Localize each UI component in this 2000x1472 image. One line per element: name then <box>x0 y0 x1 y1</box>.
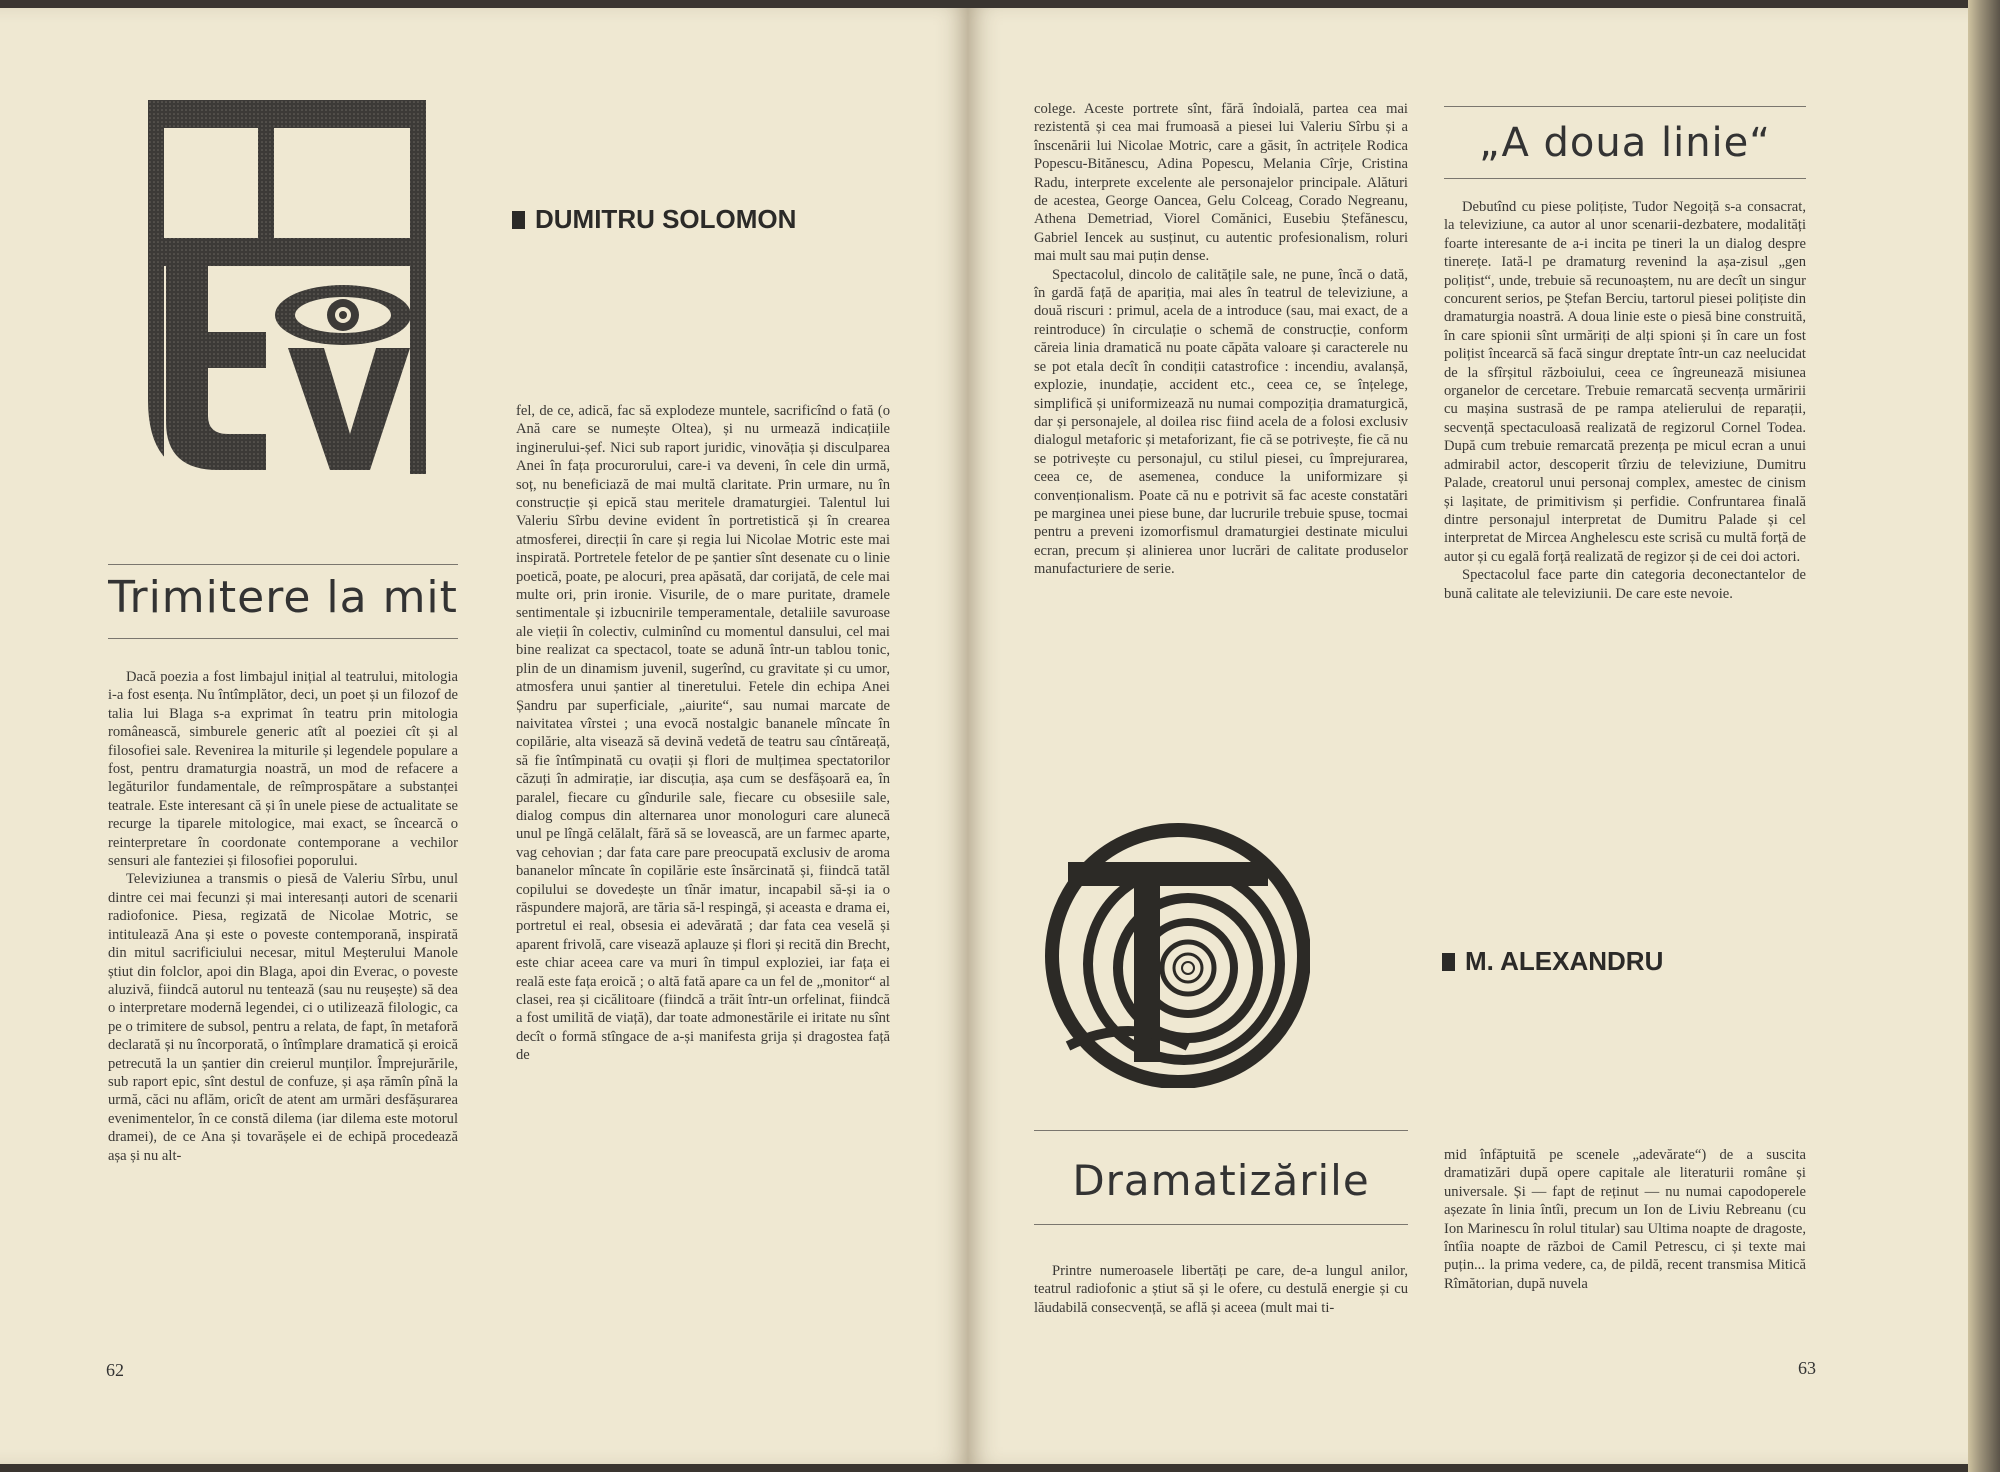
title-rule-top <box>1444 106 1806 107</box>
left-page <box>0 8 968 1464</box>
author-name: M. ALEXANDRU <box>1465 946 1664 976</box>
article-title: Trimitere la mit <box>108 572 458 623</box>
tv-logo-icon <box>148 100 426 474</box>
article-title-2: „A doua linie“ <box>1478 120 1771 166</box>
right-page <box>968 8 1968 1464</box>
title-rule-top <box>108 564 458 565</box>
title-rule-bottom <box>108 638 458 639</box>
paragraph: Televiziunea a transmis o piesă de Valeriu Sîrbu, unul dintre cei mai fecunzi și mai interesanți autori de scenarii radiofonice. Piesa, regizată de Nicolae Motric, se intitulează Ana și este o poveste contemporană, inspirată din mitul sacrificiului necesar, mitul Meșterului Manole știut din folclor, apoi din Blaga, apoi din Everac, o poveste aluzivă, fiindcă autorul nu tentează (sau nu reușește) să dea o interpretare modernă legendei, ci o utilizează filologic, ca pe o trimitere de subsol, pentru a relata, de fapt, în metaforă declarată și nu încorporată, o întîmplare dramatică și eroică petrecută la un șantier din creierul munților. Împrejurările, sub raport epic, sînt destul de confuze, și așa rămîn pînă la urmă, căci nu aflăm, oricît de atent am urmări desfășurarea evenimentelor, în ce constă dilema (iar dilema este motorul dramei), de ce Ana și tovarășele ei de echipă procedează așa și nu alt- <box>108 871 458 1164</box>
author-byline <box>512 204 796 235</box>
left-column-1 <box>108 668 458 1350</box>
paragraph: Debutînd cu piese polițiste, Tudor Negoiță s-a consacrat, la televiziune, ca autor al unor scenarii-dezbatere, modalități foarte interesante de a-i incita pe tineri la un dialog despre tinerețe. Iată-l pe dramaturg revenind la așa-zisul „gen polițist“, unde, trebuie să recunoaștem, nu are decît un singur concurent serios, pe Ștefan Berciu, tartorul piesei polițiste din dramaturgia noastră. A doua linie este o piesă bine construită, în care spionii sînt urmăriți de alți spioni și în care un fost polițist încearcă să facă singur dreptate într-un caz neelucidat de la sfîrșitul războiului, ceea ce îngreunează misiunea organelor de cercetare. Trebuie remarcată secvența urmăririi cu mașina sustrasă de pe rampa atelierului de reparații, secvență spectaculoasă realizată de regizorul Cornel Todea. După cum trebuie remarcată prezența pe micul ecran a unui admirabil actor, descoperit tîrziu de televiziune, Dumitru Palade, creatorul unui personaj complex, amestec de cinism și lașitate, de primitivism și perfidie. Confruntarea finală dintre personajul interpretat de Dumitru Palade și cel interpretat de Mircea Anghelescu este scrisă cu multă forță de autor și cu egală forță realizată de regizor și de cei doi actori. <box>1444 199 1806 565</box>
paragraph: colege. Aceste portrete sînt, fără îndoială, partea cea mai rezistentă și cea mai frumoasă a piesei lui Valeriu Sîrbu și a înscenării lui Nicolae Motric, care a găsit, în actrițele Rodica Popescu-Bitănescu, Adina Popescu, Melania Cîrje, Cristina Radu, interprete excelente ale personajelor principale. Alături de acestea, George Oancea, Gelu Colceag, Corado Negreanu, Athena Demetriad, Viorel Comănici, Eusebiu Ștefănescu, Gabriel Iencek au susținut, cu autentic profesionalism, roluri mai mult sau mai puțin dense. <box>1034 101 1408 265</box>
bullet-square-icon <box>512 211 525 229</box>
author-name: DUMITRU SOLOMON <box>535 204 797 234</box>
title-rule-bottom <box>1444 178 1806 179</box>
page-number: 62 <box>106 1360 124 1380</box>
right-column-2 <box>1444 198 1806 778</box>
page-number: 63 <box>1798 1358 1816 1378</box>
right-column-4 <box>1444 1146 1806 1342</box>
book-edge <box>1968 0 2000 1472</box>
title-rule-top <box>1034 1130 1408 1131</box>
right-column-1 <box>1034 100 1408 768</box>
paragraph: Printre numeroasele libertăți pe care, de-a lungul anilor, teatrul radiofonic a știut să și le ofere, cu destulă energie și cu lăudabilă consecvență, se află și aceea (mult mai ti- <box>1034 1263 1408 1316</box>
paragraph: fel, de ce, adică, fac să explodeze muntele, sacrificînd o fată (o Ană care se numește Oltea), și nu urmează indicațiile inginerului-șef. Nici sub raport juridic, vinovăția și disculparea Anei în fața procurorului, care-i va deveni, în cele din urmă, soț, nu beneficiază de mai multă claritate. Prin urmare, nu în construcție și epică stau meritele dramaturgiei. Talentul lui Valeriu Sîrbu devine evident în portretistică și în crearea atmosferei, direcții în care și regia lui Nicolae Motric este mai inspirată. Portretele fetelor de pe șantier sînt desenate cu o linie poetică, poate, pe alocuri, prea apăsată, dar corijată, de cele mai multe ori, prin ironie. Visurile, de o mare puritate, dramele sentimentale și izbucnirile temperamentale, detaliile savuroase ale vieții în colectiv, culminînd cu momentul dansului, cel mai bine realizat ca spectacol, toate se adună într-un tablou tonic, plin de un dinamism juvenil, sugerînd, cu gravitate și cu umor, atmosfera unui șantier al tineretului. Fetele din echipa Anei Șandru par superficiale, „aiurite“, sau numai marcate de naivitatea vîrstei ; una evocă nostalgic bananele mîncate în copilărie, alta visează să devină vedetă de teatru sau cîntăreață, să fie întîmpinată cu ovații și flori de mulțimea spectatorilor căzuți în admirație, iar discuția, așa cum se desfășoară ea, în paralel, fiecare cu gîndurile sale, fiecare cu obsesiile sale, dialog compus din alternarea unor monologuri care alunecă unul pe lîngă celălalt, fără să se lovească, are un farmec aparte, vag cehovian ; dar fata care pare preocupată exclusiv de aroma bananelor mîncate în copilărie este însărcinată și, fiindcă tatăl copilului se dovedește un tînăr imatur, incapabil să-și ia o răspundere majoră, are tăria să-l respingă, și aceasta e drama ei, portretul ei real, obsesia ei adevărată ; dar fata cea veselă și aparent frivolă, care visează aplauze și flori și recită din Brecht, este chiar aceea care va muri în timpul exploziei, iar fața ei reală este fața eroică ; o altă fată apare ca un fel de „monitor“ al clasei, rea și cicălitoare (fiindcă a trăit într-un orfelinat, fiindcă a fost umilită de viață), dar toate admonestările ei iritate nu sînt decît o formă stîngace de a-și manifesta grija și dragostea față de <box>516 403 890 1064</box>
paragraph: Dacă poezia a fost limbajul inițial al teatrului, mitologia i-a fost esența. Nu întîmplător, deci, un poet și un filozof de talia lui Blaga s-a exprimat în teatru prin mitologia românească, simburele generic atît al poeziei cît și al filosofiei sale. Revenirea la miturile și legendele populare a fost, pentru dramaturgia noastră, un mod de refacere a legăturilor fundamentale, de reîmprospătare a substanței teatrale. Este interesant că și în unele piese de actualitate se recurge la tiparele mitologice, mai exact, se încearcă o reinterpretare în coordonate contemporane a vechilor sensuri ale fanteziei și filosofiei poporului. <box>108 669 458 870</box>
title-rule-bottom <box>1034 1224 1408 1225</box>
paragraph: Spectacolul, dincolo de calitățile sale, ne pune, încă o dată, în gardă față de apariția, mai ales în teatrul de televiziune, a două riscuri : primul, acela de a introduce (sau, mai exact, de a reintroduce) în circulație o schemă de construcție, conform căreia linia dramatică nu poate căpăta valoare și caracterele nu se pot etala decît în condiții catastrofice : incendiu, avalanșă, explozie, inundație, accident etc., ceea ce, se înțelege, simplifică și uniformizează nu numai compoziția dramaturgică, dar și personajele, al doilea risc fiind acela de a folosi exclusiv dialogul metaforic și metaforizant, fie că se potrivește, fie că nu se potrivește cu personajul, cu stilul piesei, cu împrejurarea, ceea ce, de asemenea, conduce la uniformizare și convenționalism. Poate că nu e potrivit să fac aceste constatări pe marginea unei piese bune, dar lucrurile trebuie spuse, tocmai pentru a preveni izomorfismul dramaturgiei destinate micului ecran, precum și alinierea unor lucrări de calitate produselor manufacturiere de serie. <box>1034 266 1408 578</box>
paragraph: mid înfăptuită pe scenele „adevărate“) de a suscita dramatizări după opere capitale ale literaturii române și universale. Și — fapt de reținut — nu numai capodoperele așezate în linia întîi, precum un Ion de Liviu Rebreanu (cu Ion Marinescu în rolul titular) sau Ultima noapte de dragoste, întîia noapte de război de Camil Petrescu, ci și texte mai puțin... la prima vedere, ca, de pildă, recent transmisa Mitică Rîmătorian, după nuvela <box>1444 1147 1806 1292</box>
bullet-square-icon <box>1442 953 1455 971</box>
article-title-3: Dramatizările <box>1072 1156 1370 1205</box>
right-column-3 <box>1034 1262 1408 1342</box>
td-spiral-logo-icon <box>1038 816 1310 1088</box>
paragraph: Spectacolul face parte din categoria deconectantelor de bună calitate ale televiziunii. De care este nevoie. <box>1444 567 1806 602</box>
author-byline-2 <box>1442 946 1663 977</box>
left-column-2 <box>516 402 890 1350</box>
